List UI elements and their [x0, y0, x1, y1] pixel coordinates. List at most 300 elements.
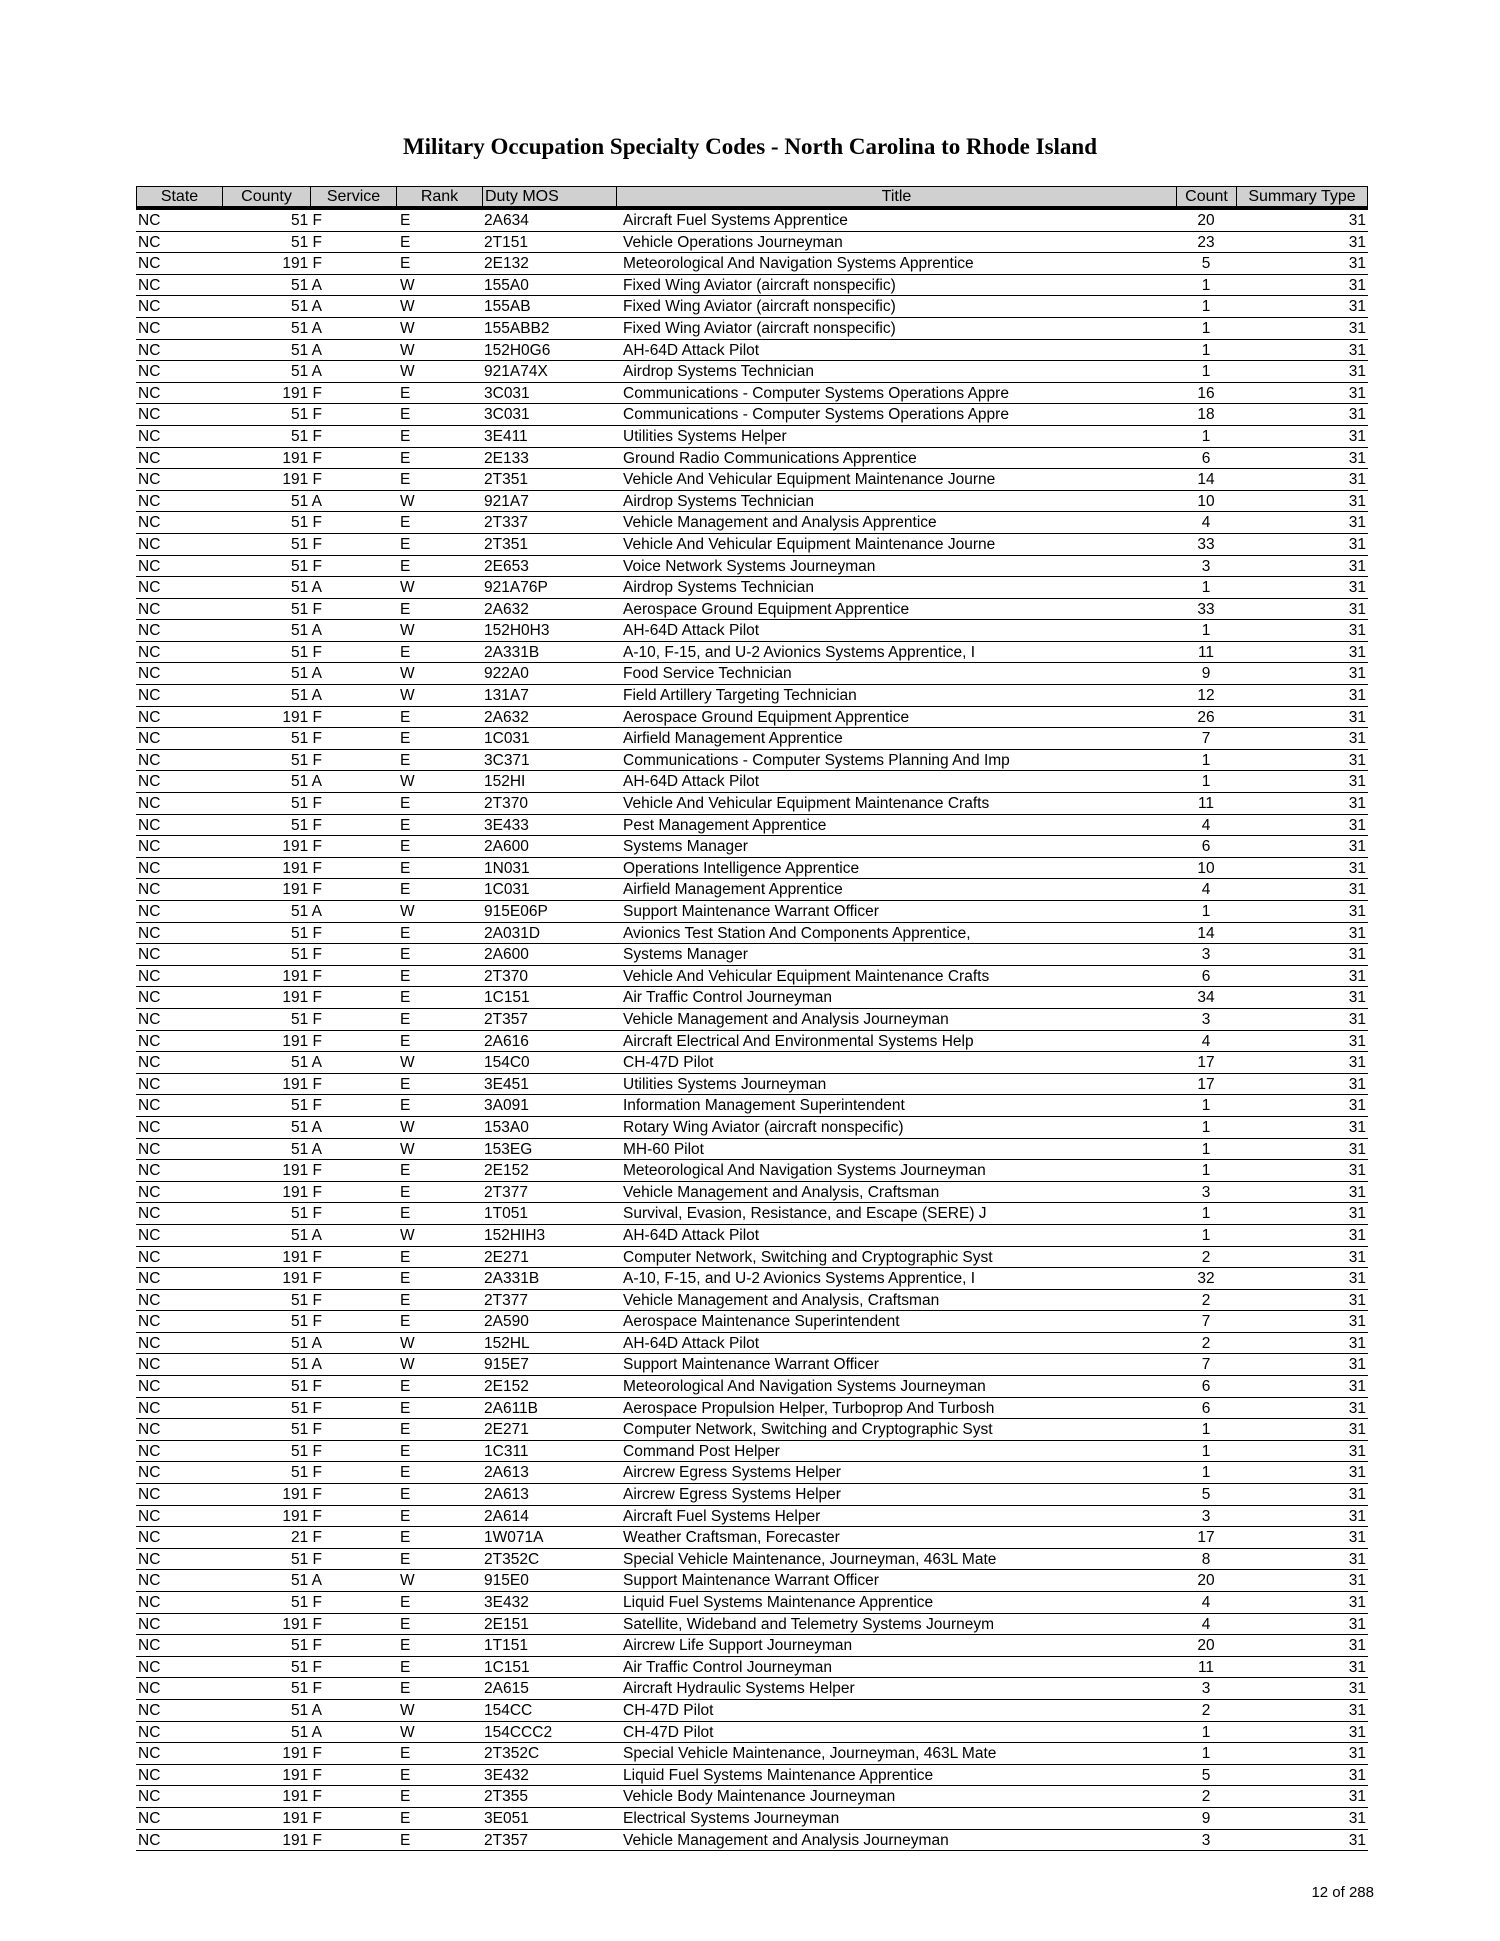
county-service-cell: 51 F	[290, 816, 322, 834]
state-cell: NC	[138, 1637, 161, 1655]
header-title: Title	[617, 187, 1177, 206]
summary-type-cell: 31	[1348, 1637, 1366, 1655]
count-cell: 4	[1201, 1594, 1211, 1611]
duty-mos-cell: 921A74X	[484, 363, 548, 381]
state-cell: NC	[138, 946, 161, 964]
rank-cell: E	[400, 1809, 411, 1827]
state-cell: NC	[138, 406, 161, 424]
summary-type-cell: 31	[1348, 1075, 1366, 1093]
table-row	[136, 1354, 1368, 1376]
duty-mos-cell: 2T357	[484, 1831, 528, 1849]
rank-cell: E	[400, 1313, 411, 1331]
summary-type-cell: 31	[1348, 1658, 1366, 1676]
count-cell: 11	[1197, 1658, 1215, 1676]
county-service-cell: 191 F	[282, 881, 322, 899]
duty-mos-cell: 3E451	[484, 1075, 529, 1093]
duty-mos-cell: 1T151	[484, 1637, 528, 1655]
summary-type-cell: 31	[1348, 1162, 1366, 1180]
table-row	[136, 1160, 1368, 1182]
table-row	[136, 426, 1368, 448]
count-cell: 33	[1197, 535, 1215, 553]
title-cell: Communications - Computer Systems Operations Appre	[623, 406, 1009, 424]
rank-cell: W	[400, 492, 415, 510]
count-cell: 3	[1201, 1010, 1211, 1028]
county-service-cell: 51 A	[290, 1356, 322, 1374]
summary-type-cell: 31	[1348, 1226, 1366, 1244]
table-row	[136, 253, 1368, 275]
count-cell: 6	[1201, 838, 1211, 856]
count-cell: 1	[1201, 1162, 1211, 1180]
count-cell: 4	[1201, 514, 1211, 532]
table-row	[136, 1592, 1368, 1614]
summary-type-cell: 31	[1348, 881, 1366, 899]
table-row	[136, 577, 1368, 599]
title-cell: Meteorological And Navigation Systems Journeyman	[623, 1162, 986, 1180]
state-cell: NC	[138, 989, 161, 1007]
count-cell: 34	[1197, 989, 1215, 1007]
state-cell: NC	[138, 1464, 161, 1482]
count-cell: 32	[1197, 1270, 1215, 1288]
summary-type-cell: 31	[1348, 1701, 1366, 1719]
duty-mos-cell: 3A091	[484, 1097, 529, 1115]
rank-cell: E	[400, 406, 411, 424]
table-row	[136, 1333, 1368, 1355]
summary-type-cell: 31	[1348, 600, 1366, 618]
count-cell: 1	[1201, 773, 1211, 791]
rank-cell: E	[400, 1831, 411, 1849]
county-service-cell: 51 A	[290, 1118, 322, 1136]
county-service-cell: 51 F	[290, 535, 322, 553]
state-cell: NC	[138, 1421, 161, 1439]
table-row	[136, 1614, 1368, 1636]
count-cell: 12	[1197, 687, 1215, 705]
title-cell: Voice Network Systems Journeyman	[623, 557, 876, 575]
county-service-cell: 191 F	[282, 1248, 322, 1266]
title-cell: Food Service Technician	[623, 665, 792, 683]
duty-mos-cell: 154C0	[484, 1054, 530, 1072]
rank-cell: E	[400, 751, 411, 769]
state-cell: NC	[138, 1226, 161, 1244]
state-cell: NC	[138, 1183, 161, 1201]
rank-cell: W	[400, 1356, 415, 1374]
table-row	[136, 1182, 1368, 1204]
table-row	[136, 750, 1368, 772]
count-cell: 7	[1201, 730, 1211, 748]
county-service-cell: 51 F	[290, 1637, 322, 1655]
title-cell: Support Maintenance Warrant Officer	[623, 1572, 879, 1590]
county-service-cell: 191 F	[282, 255, 322, 273]
rank-cell: E	[400, 1010, 411, 1028]
summary-type-cell: 31	[1348, 1766, 1366, 1784]
state-cell: NC	[138, 1205, 161, 1223]
county-service-cell: 51 F	[290, 212, 322, 229]
state-cell: NC	[138, 1766, 161, 1784]
count-cell: 2	[1201, 1334, 1211, 1352]
title-cell: AH-64D Attack Pilot	[623, 773, 760, 791]
table-row	[136, 1743, 1368, 1765]
count-cell: 1	[1201, 1745, 1211, 1763]
state-cell: NC	[138, 859, 161, 877]
summary-type-cell: 31	[1348, 967, 1366, 985]
table-row	[136, 1225, 1368, 1247]
duty-mos-cell: 2T337	[484, 514, 528, 532]
duty-mos-cell: 2E151	[484, 1615, 529, 1633]
state-cell: NC	[138, 557, 161, 575]
title-cell: Vehicle Operations Journeyman	[623, 233, 843, 251]
title-cell: Support Maintenance Warrant Officer	[623, 903, 879, 920]
count-cell: 1	[1201, 319, 1211, 337]
count-cell: 6	[1201, 1399, 1211, 1417]
duty-mos-cell: 2A611B	[484, 1399, 539, 1417]
rank-cell: E	[400, 1399, 411, 1417]
county-service-cell: 51 F	[290, 1464, 322, 1482]
table-row	[136, 1117, 1368, 1139]
summary-type-cell: 31	[1348, 1464, 1366, 1482]
rank-cell: E	[400, 255, 411, 273]
duty-mos-cell: 2E132	[484, 255, 529, 273]
count-cell: 3	[1201, 1831, 1211, 1849]
state-cell: NC	[138, 1572, 161, 1590]
rank-cell: E	[400, 1421, 411, 1439]
title-cell: Meteorological And Navigation Systems Apprentice	[623, 255, 974, 273]
table-row	[136, 858, 1368, 880]
table-row	[136, 1462, 1368, 1484]
rank-cell: E	[400, 1464, 411, 1482]
rank-cell: E	[400, 600, 411, 618]
rank-cell: E	[400, 1529, 411, 1547]
county-service-cell: 51 F	[290, 1313, 322, 1331]
title-cell: Vehicle Management and Analysis Apprentice	[623, 514, 937, 532]
county-service-cell: 51 A	[290, 579, 322, 597]
rank-cell: E	[400, 1183, 411, 1201]
count-cell: 4	[1201, 1032, 1211, 1050]
rank-cell: E	[400, 471, 411, 489]
title-cell: Computer Network, Switching and Cryptographic Syst	[623, 1248, 993, 1266]
county-service-cell: 51 F	[290, 751, 322, 769]
table-row	[136, 469, 1368, 491]
rank-cell: E	[400, 1615, 411, 1633]
summary-type-cell: 31	[1348, 1594, 1366, 1611]
count-cell: 10	[1197, 859, 1215, 877]
title-cell: Vehicle Management and Analysis, Craftsman	[623, 1183, 940, 1201]
county-service-cell: 191 F	[282, 471, 322, 489]
state-cell: NC	[138, 427, 161, 445]
title-cell: A-10, F-15, and U-2 Avionics Systems Apprentice, I	[623, 643, 976, 661]
count-cell: 23	[1197, 233, 1215, 251]
duty-mos-cell: 154CC	[484, 1701, 533, 1719]
summary-type-cell: 31	[1348, 276, 1366, 294]
state-cell: NC	[138, 708, 161, 726]
rank-cell: W	[400, 1572, 415, 1590]
count-cell: 1	[1201, 1421, 1211, 1439]
summary-type-cell: 31	[1348, 1831, 1366, 1849]
title-cell: MH-60 Pilot	[623, 1140, 704, 1158]
duty-mos-cell: 2A031D	[484, 924, 541, 942]
state-cell: NC	[138, 1334, 161, 1352]
rank-cell: W	[400, 363, 415, 381]
table-row	[136, 534, 1368, 556]
summary-type-cell: 31	[1348, 1680, 1366, 1698]
summary-type-cell: 31	[1348, 1270, 1366, 1288]
rank-cell: E	[400, 1248, 411, 1266]
duty-mos-cell: 2A616	[484, 1032, 529, 1050]
rank-cell: E	[400, 1658, 411, 1676]
rank-cell: E	[400, 859, 411, 877]
duty-mos-cell: 1C151	[484, 1658, 530, 1676]
count-cell: 1	[1201, 276, 1211, 294]
county-service-cell: 51 F	[290, 557, 322, 575]
count-cell: 1	[1201, 363, 1211, 381]
summary-type-cell: 31	[1348, 341, 1366, 359]
title-cell: A-10, F-15, and U-2 Avionics Systems Apprentice, I	[623, 1270, 976, 1288]
title-cell: Information Management Superintendent	[623, 1097, 905, 1115]
county-service-cell: 51 A	[290, 341, 322, 359]
count-cell: 5	[1201, 255, 1211, 273]
duty-mos-cell: 2A600	[484, 946, 529, 964]
title-cell: CH-47D Pilot	[623, 1701, 714, 1719]
state-cell: NC	[138, 643, 161, 661]
duty-mos-cell: 155A0	[484, 276, 529, 294]
table-row	[136, 728, 1368, 750]
title-cell: Ground Radio Communications Apprentice	[623, 449, 917, 467]
duty-mos-cell: 2A331B	[484, 643, 540, 661]
county-service-cell: 191 F	[282, 1032, 322, 1050]
rank-cell: E	[400, 1766, 411, 1784]
table-row	[136, 771, 1368, 793]
title-cell: Liquid Fuel Systems Maintenance Apprentice	[623, 1766, 934, 1784]
state-cell: NC	[138, 276, 161, 294]
title-cell: Vehicle Management and Analysis Journeyman	[623, 1010, 949, 1028]
county-service-cell: 51 F	[290, 1097, 322, 1115]
count-cell: 10	[1197, 492, 1215, 510]
title-cell: AH-64D Attack Pilot	[623, 1334, 760, 1352]
state-cell: NC	[138, 471, 161, 489]
summary-type-cell: 31	[1348, 579, 1366, 597]
table-row	[136, 1074, 1368, 1096]
rank-cell: W	[400, 1140, 415, 1158]
summary-type-cell: 31	[1348, 1378, 1366, 1396]
state-cell: NC	[138, 1248, 161, 1266]
state-cell: NC	[138, 903, 161, 920]
count-cell: 4	[1201, 881, 1211, 899]
summary-type-cell: 31	[1348, 795, 1366, 813]
summary-type-cell: 31	[1348, 1788, 1366, 1806]
count-cell: 1	[1201, 1118, 1211, 1136]
count-cell: 1	[1201, 1140, 1211, 1158]
table-row	[136, 1311, 1368, 1333]
county-service-cell: 51 A	[290, 1572, 322, 1590]
rank-cell: E	[400, 233, 411, 251]
summary-type-cell: 31	[1348, 1529, 1366, 1547]
summary-type-cell: 31	[1348, 384, 1366, 402]
state-cell: NC	[138, 1809, 161, 1827]
table-row	[136, 1657, 1368, 1679]
duty-mos-cell: 1W071A	[484, 1529, 544, 1547]
title-cell: Satellite, Wideband and Telemetry Systems Journeym	[623, 1615, 995, 1633]
table-row	[136, 707, 1368, 729]
table-row	[136, 404, 1368, 426]
county-service-cell: 51 F	[290, 427, 322, 445]
summary-type-cell: 31	[1348, 212, 1366, 229]
table-row	[136, 512, 1368, 534]
county-service-cell: 51 F	[290, 643, 322, 661]
county-service-cell: 51 F	[290, 1442, 322, 1460]
title-cell: Electrical Systems Journeyman	[623, 1809, 840, 1827]
rank-cell: E	[400, 1550, 411, 1568]
rank-cell: E	[400, 1637, 411, 1655]
state-cell: NC	[138, 449, 161, 467]
county-service-cell: 51 A	[290, 903, 322, 920]
rank-cell: E	[400, 1486, 411, 1504]
count-cell: 17	[1197, 1054, 1215, 1072]
summary-type-cell: 31	[1348, 773, 1366, 791]
county-service-cell: 191 F	[282, 1270, 322, 1288]
duty-mos-cell: 2A600	[484, 838, 529, 856]
state-cell: NC	[138, 816, 161, 834]
title-cell: AH-64D Attack Pilot	[623, 622, 760, 640]
state-cell: NC	[138, 795, 161, 813]
count-cell: 1	[1201, 903, 1211, 920]
summary-type-cell: 31	[1348, 1486, 1366, 1504]
summary-type-cell: 31	[1348, 903, 1366, 920]
state-cell: NC	[138, 881, 161, 899]
duty-mos-cell: 2T370	[484, 795, 528, 813]
summary-type-cell: 31	[1348, 449, 1366, 467]
duty-mos-cell: 2A632	[484, 708, 529, 726]
county-service-cell: 51 F	[290, 514, 322, 532]
duty-mos-cell: 2T351	[484, 535, 528, 553]
title-cell: Aerospace Maintenance Superintendent	[623, 1313, 900, 1331]
table-row	[136, 944, 1368, 966]
state-cell: NC	[138, 730, 161, 748]
summary-type-cell: 31	[1348, 622, 1366, 640]
county-service-cell: 191 F	[282, 1183, 322, 1201]
state-cell: NC	[138, 255, 161, 273]
county-service-cell: 191 F	[282, 967, 322, 985]
summary-type-cell: 31	[1348, 1572, 1366, 1590]
table-row	[136, 1031, 1368, 1053]
summary-type-cell: 31	[1348, 406, 1366, 424]
table-row	[136, 1527, 1368, 1549]
state-cell: NC	[138, 1097, 161, 1115]
table-row	[136, 1095, 1368, 1117]
title-cell: Fixed Wing Aviator (aircraft nonspecific)	[623, 298, 896, 316]
county-service-cell: 51 F	[290, 924, 322, 942]
table-row	[136, 1722, 1368, 1744]
rank-cell: E	[400, 1745, 411, 1763]
state-cell: NC	[138, 1615, 161, 1633]
title-cell: AH-64D Attack Pilot	[623, 341, 760, 359]
table-row	[136, 491, 1368, 513]
title-cell: Vehicle Management and Analysis, Craftsman	[623, 1291, 940, 1309]
count-cell: 3	[1201, 557, 1211, 575]
state-cell: NC	[138, 1356, 161, 1374]
rank-cell: E	[400, 212, 411, 229]
rank-cell: E	[400, 449, 411, 467]
title-cell: Airdrop Systems Technician	[623, 579, 814, 597]
county-service-cell: 51 A	[290, 622, 322, 640]
state-cell: NC	[138, 1313, 161, 1331]
table-row	[136, 836, 1368, 858]
state-cell: NC	[138, 1486, 161, 1504]
duty-mos-cell: 915E0	[484, 1572, 529, 1590]
county-service-cell: 191 F	[282, 1766, 322, 1784]
title-cell: Special Vehicle Maintenance, Journeyman, 463L Mate	[623, 1745, 997, 1763]
table-row	[136, 1376, 1368, 1398]
summary-type-cell: 31	[1348, 1334, 1366, 1352]
title-cell: Aircraft Electrical And Environmental Systems Help	[623, 1032, 974, 1050]
title-cell: Weather Craftsman, Forecaster	[623, 1529, 840, 1547]
table-row	[136, 1290, 1368, 1312]
summary-type-cell: 31	[1348, 989, 1366, 1007]
county-service-cell: 51 A	[290, 298, 322, 316]
state-cell: NC	[138, 1831, 161, 1849]
count-cell: 1	[1201, 1097, 1211, 1115]
duty-mos-cell: 922A0	[484, 665, 529, 683]
title-cell: Fixed Wing Aviator (aircraft nonspecific)	[623, 319, 896, 337]
duty-mos-cell: 2E152	[484, 1162, 529, 1180]
duty-mos-cell: 2T351	[484, 471, 528, 489]
count-cell: 5	[1201, 1766, 1211, 1784]
count-cell: 14	[1197, 471, 1215, 489]
title-cell: Systems Manager	[623, 946, 748, 964]
rank-cell: E	[400, 816, 411, 834]
rank-cell: E	[400, 384, 411, 402]
state-cell: NC	[138, 341, 161, 359]
county-service-cell: 51 A	[290, 773, 322, 791]
table-row	[136, 340, 1368, 362]
summary-type-cell: 31	[1348, 1097, 1366, 1115]
count-cell: 2	[1201, 1701, 1211, 1719]
duty-mos-cell: 2A613	[484, 1486, 529, 1504]
duty-mos-cell: 3E432	[484, 1766, 529, 1784]
summary-type-cell: 31	[1348, 1723, 1366, 1741]
count-cell: 1	[1201, 579, 1211, 597]
state-cell: NC	[138, 1788, 161, 1806]
duty-mos-cell: 131A7	[484, 687, 529, 705]
title-cell: Aerospace Propulsion Helper, Turboprop And Turbosh	[623, 1399, 995, 1417]
state-cell: NC	[138, 492, 161, 510]
rank-cell: W	[400, 579, 415, 597]
title-cell: Vehicle And Vehicular Equipment Maintenance Journe	[623, 471, 996, 489]
summary-type-cell: 31	[1348, 1248, 1366, 1266]
summary-type-cell: 31	[1348, 1010, 1366, 1028]
county-service-cell: 191 F	[282, 1075, 322, 1093]
state-cell: NC	[138, 687, 161, 705]
summary-type-cell: 31	[1348, 1550, 1366, 1568]
title-cell: Aerospace Ground Equipment Apprentice	[623, 600, 910, 618]
table-row	[136, 1441, 1368, 1463]
summary-type-cell: 31	[1348, 535, 1366, 553]
rank-cell: E	[400, 1594, 411, 1611]
table-row	[136, 793, 1368, 815]
state-cell: NC	[138, 1399, 161, 1417]
summary-type-cell: 31	[1348, 471, 1366, 489]
summary-type-cell: 31	[1348, 838, 1366, 856]
county-service-cell: 191 F	[282, 449, 322, 467]
count-cell: 3	[1201, 1680, 1211, 1698]
duty-mos-cell: 153EG	[484, 1140, 533, 1158]
header-duty-mos: Duty MOS	[483, 187, 617, 206]
duty-mos-cell: 2T357	[484, 1010, 528, 1028]
count-cell: 3	[1201, 1507, 1211, 1525]
summary-type-cell: 31	[1348, 1054, 1366, 1072]
duty-mos-cell: 2A615	[484, 1680, 529, 1698]
table-row	[136, 232, 1368, 254]
state-cell: NC	[138, 1075, 161, 1093]
duty-mos-cell: 2A632	[484, 600, 529, 618]
county-service-cell: 191 F	[282, 1162, 322, 1180]
